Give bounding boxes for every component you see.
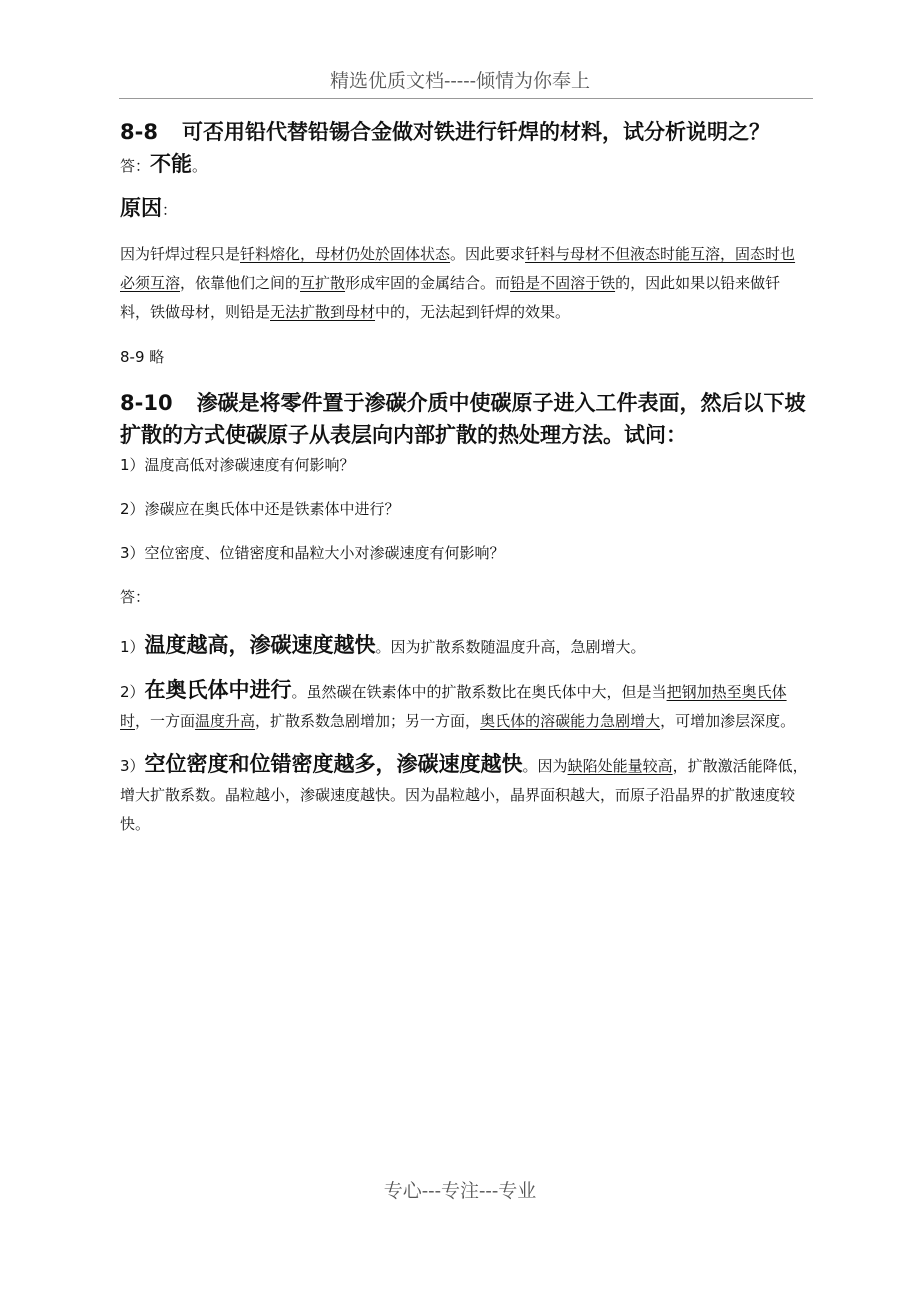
- text-run: 。因此要求: [450, 245, 526, 263]
- text-run: ，扩散系数急剧增加；另一方面，: [255, 712, 481, 730]
- answer-end: 。: [192, 157, 208, 175]
- text-run: 。因为: [522, 757, 568, 775]
- sub-question-2: 2）渗碳应在奥氏体中还是铁素体中进行？: [120, 500, 400, 518]
- question-text: 渗碳是将零件置于渗碳介质中使碳原子进入工件表面，然后以下坡扩散的方式使碳原子从表层向内部扩散的热处理方法。试问：: [120, 391, 806, 447]
- text-run: 。虽然碳在铁素体中的扩散系数比在奥氏体中大，但是当: [291, 683, 667, 701]
- underlined-run: 温度升高: [195, 712, 256, 730]
- answer-main: 在奥氏体中进行: [144, 678, 292, 702]
- reason-colon: ：: [162, 201, 178, 219]
- reason-paragraph: [120, 240, 810, 327]
- answer-prefix: 1）: [120, 638, 145, 656]
- answer-2: [120, 676, 810, 736]
- answer-main: 温度越高，渗碳速度越快: [144, 633, 376, 657]
- header-divider: [119, 98, 813, 99]
- document-body: [120, 114, 810, 839]
- answer-main: 不能: [150, 152, 193, 176]
- page-footer: 专心---专注---专业: [383, 1180, 537, 1202]
- text-run: ，可增加渗层深度。: [660, 712, 796, 730]
- underlined-run: 缺陷处能量较高: [567, 757, 673, 775]
- answer-prefix: 3）: [120, 757, 145, 775]
- answer-label: 答：: [120, 588, 151, 606]
- text-run: 形成牢固的金属结合。而: [345, 274, 511, 292]
- underlined-run: 奥氏体的溶碳能力急剧增大: [480, 712, 661, 730]
- underlined-run: 钎料熔化，母材仍处於固体状态: [240, 245, 451, 263]
- question-number: 8-10: [120, 391, 173, 415]
- underlined-run: 铅是不固溶于铁: [510, 274, 616, 292]
- underlined-run: 把钢加热至奥氏体时: [120, 683, 787, 730]
- reason-heading: [120, 194, 810, 224]
- text-run: ，一方面: [135, 712, 196, 730]
- page-header: 精选优质文档-----倾情为你奉上: [329, 70, 591, 92]
- text-run: 中的，无法起到钎焊的效果。: [375, 303, 571, 321]
- sub-question-1: 1）温度高低对渗碳速度有何影响？: [120, 456, 355, 474]
- text-run: 的，因此如果以铅来做钎料，铁做母材，则铅是: [120, 274, 781, 321]
- question-text: 可否用铅代替铅锡合金做对铁进行钎焊的材料，试分析说明之？: [181, 120, 770, 144]
- answer-1: [120, 631, 810, 662]
- underlined-run: 无法扩散到母材: [270, 303, 376, 321]
- question-8-9: 8-9 略: [120, 348, 165, 366]
- answer-prefix: 2）: [120, 683, 145, 701]
- answer-rest: 。因为扩散系数随温度升高，急剧增大。: [375, 638, 646, 656]
- text-run: ，扩散激活能降低，增大扩散系数。晶粒越小，渗碳速度越快。因为晶粒越小，晶界面积越大，而原子沿晶界的扩散速度较快。: [120, 757, 808, 833]
- question-8-10-title: [120, 387, 810, 451]
- answer-main: 空位密度和位错密度越多，渗碳速度越快: [144, 752, 523, 776]
- answer-3: [120, 750, 810, 839]
- text-run: ，依靠他们之间的: [180, 274, 301, 292]
- reason-label: 原因: [120, 196, 162, 220]
- sub-question-3: 3）空位密度、位错密度和晶粒大小对渗碳速度有何影响？: [120, 544, 505, 562]
- underlined-run: 钎料与母材不但液态时能互溶，固态时也必须互溶: [120, 245, 796, 292]
- answer-8-8: [120, 150, 810, 180]
- question-number: 8-8: [120, 120, 158, 144]
- answer-prefix: 答：: [120, 157, 151, 175]
- question-8-8-title: [120, 116, 810, 148]
- text-run: 因为钎焊过程只是: [120, 245, 241, 263]
- underlined-run: 互扩散: [300, 274, 346, 292]
